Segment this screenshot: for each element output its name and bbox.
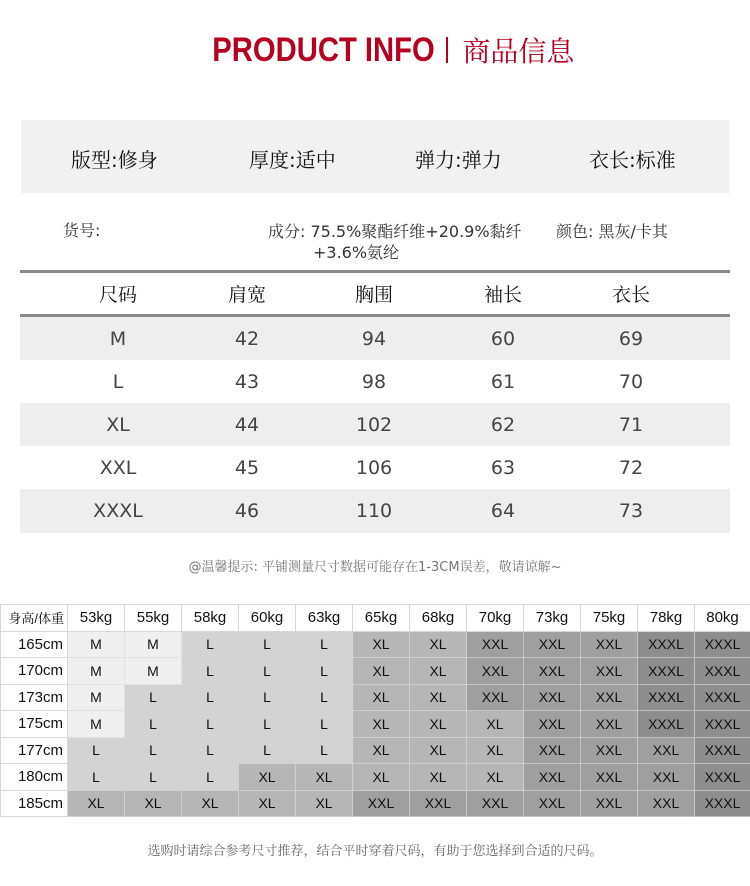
cell-size: XXXL — [93, 500, 143, 522]
recommended-size-cell: L — [182, 764, 239, 791]
recommended-size-cell: L — [239, 737, 296, 764]
recommended-size-cell: M — [68, 658, 125, 685]
weight-header: 53kg — [68, 605, 125, 632]
recommended-size-cell: XL — [296, 790, 353, 817]
attribute-elasticity: 弹力:弹力 — [415, 148, 502, 172]
cell-chest: 106 — [355, 456, 393, 479]
recommended-size-cell: M — [68, 684, 125, 711]
recommended-size-cell: XXXL — [695, 684, 750, 711]
recommended-size-cell: XL — [182, 790, 239, 817]
weight-header: 80kg — [695, 605, 750, 632]
weight-header: 73kg — [524, 605, 581, 632]
recommended-size-cell: M — [68, 631, 125, 658]
recommended-size-cell: L — [68, 737, 125, 764]
height-row — [1, 711, 750, 738]
recommended-size-cell: M — [125, 658, 182, 685]
measurement-tip: @温馨提示: 平铺测量尺寸数据可能存在1-3CM误差，敬请谅解~ — [188, 560, 562, 575]
size-table-header — [20, 273, 730, 314]
weight-header: 70kg — [467, 605, 524, 632]
cell-size: XL — [106, 413, 130, 436]
recommended-size-cell: XXL — [524, 684, 581, 711]
height-label: 180cm — [1, 764, 68, 791]
recommended-size-cell: L — [296, 658, 353, 685]
recommended-size-cell: XXXL — [638, 631, 695, 658]
header-shoulder: 肩宽 — [227, 284, 266, 306]
recommended-size-cell: XXL — [581, 684, 638, 711]
recommended-size-cell: L — [125, 737, 182, 764]
cell-length: 72 — [618, 456, 644, 479]
height-row — [1, 764, 750, 791]
attribute-length: 衣长:标准 — [589, 148, 676, 172]
recommended-size-cell: XXXL — [695, 764, 750, 791]
cell-size: L — [112, 370, 124, 393]
recommended-size-cell: XXL — [524, 764, 581, 791]
weight-header: 78kg — [638, 605, 695, 632]
cell-shoulder: 42 — [234, 327, 260, 350]
recommended-size-cell: XXL — [524, 790, 581, 817]
cell-shoulder: 46 — [234, 500, 260, 522]
recommended-size-cell: XXL — [581, 631, 638, 658]
recommended-size-cell: XXL — [581, 658, 638, 685]
recommended-size-cell: XXL — [581, 764, 638, 791]
recommended-size-cell: XL — [353, 737, 410, 764]
recommended-size-cell: XXL — [581, 711, 638, 738]
page-title — [0, 26, 750, 74]
recommended-size-cell: XXL — [638, 764, 695, 791]
cell-chest: 102 — [355, 413, 393, 436]
recommended-size-cell: XL — [296, 764, 353, 791]
cell-length: 71 — [618, 413, 644, 436]
recommended-size-cell: L — [68, 764, 125, 791]
weight-header-row — [1, 605, 750, 632]
cell-sleeve: 60 — [490, 327, 516, 350]
recommended-size-cell: XL — [239, 790, 296, 817]
cell-shoulder: 45 — [234, 456, 260, 479]
cell-sleeve: 63 — [490, 456, 516, 479]
cell-length: 70 — [618, 370, 644, 393]
height-row — [1, 631, 750, 658]
title-english: PRODUCT INFO — [211, 30, 435, 69]
height-label: 185cm — [1, 790, 68, 817]
cell-sleeve: 62 — [490, 413, 516, 436]
recommended-size-cell: XL — [239, 764, 296, 791]
recommended-size-cell: XL — [410, 658, 467, 685]
recommended-size-cell: XXXL — [695, 658, 750, 685]
recommended-size-cell: XXXL — [695, 711, 750, 738]
cell-chest: 110 — [355, 500, 393, 522]
height-row — [1, 790, 750, 817]
recommended-size-cell: XXL — [467, 631, 524, 658]
table-row — [20, 403, 730, 446]
table-row — [20, 489, 730, 533]
recommended-size-cell: XL — [353, 631, 410, 658]
recommended-size-cell: L — [182, 684, 239, 711]
cell-sleeve: 61 — [490, 370, 516, 393]
cell-size: M — [109, 327, 127, 350]
height-label: 175cm — [1, 711, 68, 738]
cell-sleeve: 64 — [490, 500, 516, 522]
recommended-size-cell: XL — [410, 711, 467, 738]
recommended-size-cell: L — [182, 737, 239, 764]
recommended-size-cell: XL — [410, 684, 467, 711]
header-size: 尺码 — [98, 284, 137, 306]
height-row — [1, 684, 750, 711]
weight-header: 63kg — [296, 605, 353, 632]
recommended-size-cell: XL — [353, 711, 410, 738]
recommended-size-cell: L — [296, 631, 353, 658]
cell-chest: 94 — [361, 327, 387, 350]
attribute-fit: 版型:修身 — [71, 148, 158, 172]
size-table — [20, 270, 730, 533]
cell-length: 69 — [618, 327, 644, 350]
header-length: 衣长 — [611, 284, 650, 306]
recommended-size-cell: XXXL — [695, 737, 750, 764]
recommended-size-cell: XXL — [524, 658, 581, 685]
recommended-size-cell: L — [239, 711, 296, 738]
recommended-size-cell: L — [239, 631, 296, 658]
recommended-size-cell: XXXL — [638, 658, 695, 685]
recommended-size-cell: L — [125, 764, 182, 791]
title-chinese: 商品信息 — [462, 35, 575, 68]
title-divider — [446, 37, 448, 63]
weight-header: 65kg — [353, 605, 410, 632]
recommended-size-cell: XL — [410, 764, 467, 791]
recommended-size-cell: XL — [467, 711, 524, 738]
weight-header: 60kg — [239, 605, 296, 632]
recommended-size-cell: XL — [353, 658, 410, 685]
recommended-size-cell: XL — [353, 684, 410, 711]
recommended-size-cell: XXL — [524, 737, 581, 764]
recommended-size-cell: XL — [410, 737, 467, 764]
size-recommendation-table — [0, 604, 750, 817]
recommended-size-cell: L — [182, 658, 239, 685]
attributes-panel — [21, 120, 730, 193]
recommended-size-cell: XXL — [638, 790, 695, 817]
recommended-size-cell: XXL — [524, 711, 581, 738]
height-label: 170cm — [1, 658, 68, 685]
recommended-size-cell: L — [182, 711, 239, 738]
recommended-size-cell: L — [239, 658, 296, 685]
recommended-size-cell: XXL — [410, 790, 467, 817]
recommended-size-cell: XXL — [467, 684, 524, 711]
recommended-size-cell: XXXL — [638, 711, 695, 738]
recommended-size-cell: XXL — [467, 658, 524, 685]
cell-length: 73 — [618, 500, 644, 522]
cell-chest: 98 — [361, 370, 387, 393]
weight-header: 55kg — [125, 605, 182, 632]
height-label: 177cm — [1, 737, 68, 764]
recommended-size-cell: L — [296, 684, 353, 711]
cell-shoulder: 43 — [234, 370, 260, 393]
recommended-size-cell: XL — [467, 737, 524, 764]
recommended-size-cell: L — [239, 684, 296, 711]
header-chest: 胸围 — [354, 284, 393, 306]
height-label: 173cm — [1, 684, 68, 711]
weight-header: 58kg — [182, 605, 239, 632]
table-row — [20, 317, 730, 360]
cell-shoulder: 44 — [234, 413, 260, 436]
recommended-size-cell: XL — [68, 790, 125, 817]
attribute-thickness: 厚度:适中 — [249, 148, 336, 172]
recommended-size-cell: M — [68, 711, 125, 738]
recommended-size-cell: XL — [353, 764, 410, 791]
recommended-size-cell: XL — [467, 764, 524, 791]
cell-size: XXL — [99, 456, 137, 479]
recommended-size-cell: XXXL — [638, 684, 695, 711]
recommended-size-cell: XXL — [581, 737, 638, 764]
recommended-size-cell: XXXL — [695, 631, 750, 658]
footer-note: 选购时请综合参考尺寸推荐，结合平时穿着尺码，有助于您选择到合适的尺码。 — [147, 844, 603, 859]
recommended-size-cell: XXL — [638, 737, 695, 764]
recommended-size-cell: L — [125, 684, 182, 711]
height-weight-corner: 身高/体重 — [1, 605, 68, 632]
recommended-size-cell: XXL — [467, 790, 524, 817]
composition-line-1: 成分: 75.5%聚酯纤维+20.9%黏纤 — [268, 222, 522, 241]
height-row — [1, 658, 750, 685]
recommended-size-cell: XL — [410, 631, 467, 658]
recommended-size-cell: M — [125, 631, 182, 658]
composition-line-2: +3.6%氨纶 — [313, 243, 400, 262]
recommended-size-cell: XXL — [353, 790, 410, 817]
recommended-size-cell: XXL — [581, 790, 638, 817]
recommended-size-cell: L — [125, 711, 182, 738]
recommended-size-cell: XXL — [524, 631, 581, 658]
recommended-size-cell: XL — [125, 790, 182, 817]
height-row — [1, 737, 750, 764]
table-row — [20, 360, 730, 403]
table-row — [20, 446, 730, 489]
recommended-size-cell: XXXL — [695, 790, 750, 817]
recommended-size-cell: L — [182, 631, 239, 658]
recommended-size-cell: L — [296, 711, 353, 738]
weight-header: 68kg — [410, 605, 467, 632]
item-number: 货号: — [63, 221, 101, 240]
color-options: 颜色: 黑灰/卡其 — [556, 222, 668, 241]
header-sleeve: 袖长 — [483, 284, 522, 306]
weight-header: 75kg — [581, 605, 638, 632]
height-label: 165cm — [1, 631, 68, 658]
recommended-size-cell: L — [296, 737, 353, 764]
